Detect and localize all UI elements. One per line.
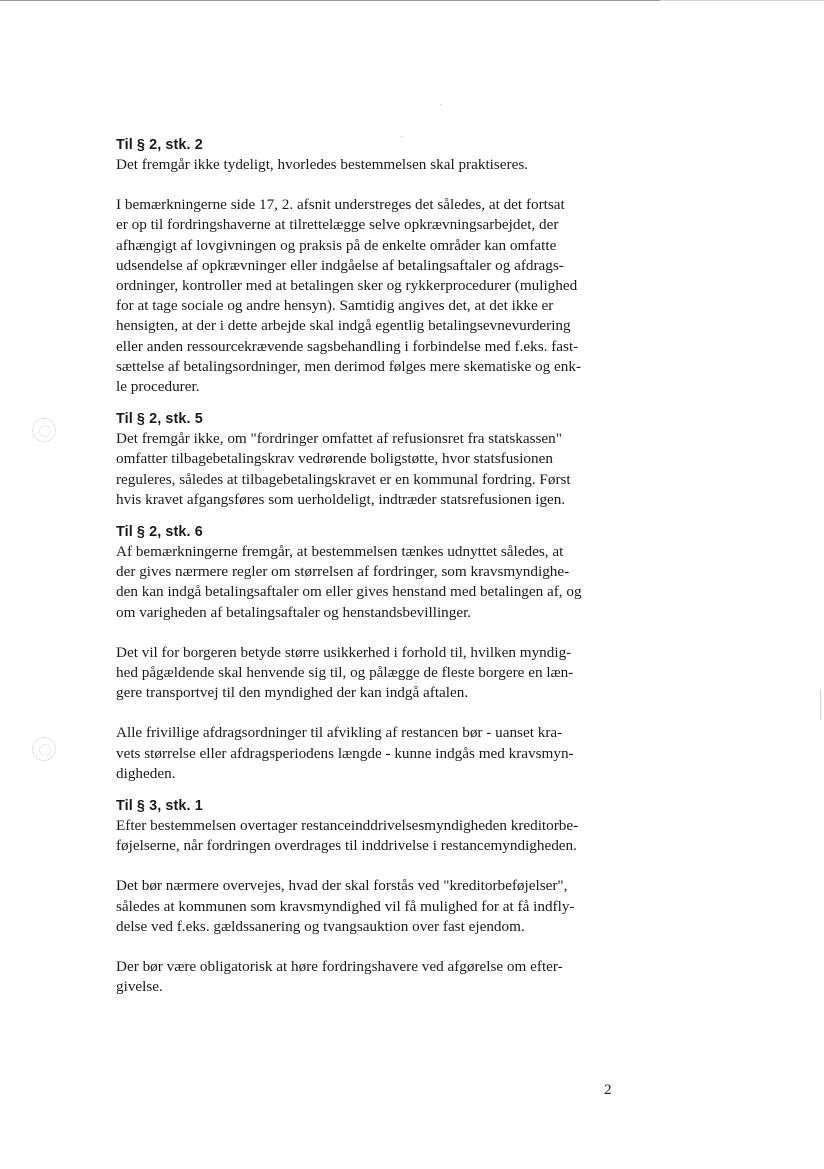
page-number: 2 [604,1081,612,1098]
section-heading: Til § 3, stk. 1 [116,798,203,815]
section-heading: Til § 2, stk. 6 [116,524,203,541]
text-line: I bemærkningerne side 17, 2. afsnit understreges det således, at det fortsat [116,196,565,214]
text-line: således at kommunen som kravsmyndighed vil få mulighed for at få indfly- [116,897,575,915]
right-edge-mark [820,690,821,720]
scan-hole-mark-icon [32,418,56,442]
text-line: gere transportvej til den myndighed der kan indgå aftalen. [116,684,469,702]
text-line: føjelserne, når fordringen overdrages til inddrivelse i restancemyndigheden. [116,837,577,855]
text-line: le procedurer. [116,378,200,396]
paragraph [116,957,616,997]
paragraph [116,429,616,510]
text-line: hed pågældende skal henvende sig til, og pålægge de fleste borgere en læn- [116,664,574,682]
text-line: Det bør nærmere overvejes, hvad der skal forstås ved "kreditorbeføjelser", [116,877,568,895]
text-line: Alle frivillige afdragsordninger til afvikling af restancen bør - uanset kra- [116,724,563,742]
text-line: Af bemærkningerne fremgår, at bestemmelsen tænkes udnyttet således, at [116,543,564,561]
text-line: vets størrelse eller afdragsperiodens længde - kunne indgås med kravsmyn- [116,744,574,762]
scan-speck [440,104,441,105]
text-line: Efter bestemmelsen overtager restanceinddrivelsesmyndigheden kreditorbe- [116,817,579,835]
text-line: reguleres, således at tilbagebetalingskravet er en kommunal fordring. Først [116,470,571,488]
paragraph [116,155,616,175]
top-edge-line-faint [660,0,824,1]
section-heading: Til § 2, stk. 5 [116,411,203,428]
text-line: omfatter tilbagebetalingskrav vedrørende boligstøtte, hvor statsfusionen [116,450,553,468]
paragraph-gap [116,856,616,876]
text-line: der gives nærmere regler om størrelsen af fordringer, som kravsmyndighe- [116,563,570,581]
paragraph [116,816,616,856]
text-line: eller anden ressourcekrævende sagsbehandling i forbindelse med f.eks. fast- [116,337,579,355]
text-line: hvis kravet afgangsføres som uerholdeligt, indtræder statsrefusionen igen. [116,490,566,508]
text-line: den kan indgå betalingsaftaler om eller gives henstand med betalingen af, og [116,583,582,601]
text-line: om varigheden af betalingsaftaler og henstandsbevillinger. [116,603,472,621]
text-line: Det fremgår ikke, om "fordringer omfattet af refusionsret fra statskassen" [116,430,562,448]
text-line: Det fremgår ikke tydeligt, hvorledes bestemmelsen skal praktiseres. [116,156,529,173]
text-line: er op til fordringshaverne at tilrettelægge selve opkrævningsarbejdet, der [116,216,559,234]
paragraph-gap [116,703,616,723]
paragraph [116,723,616,784]
section [116,135,616,397]
paragraph [116,876,616,937]
section-gap [116,784,616,796]
text-line: digheden. [116,764,176,782]
text-line: ordninger, kontroller med at betalingen sker og rykkerprocedurer (mulighed [116,277,578,295]
document-body [116,135,616,998]
paragraph-gap [116,623,616,643]
text-line: Der bør være obligatorisk at høre fordringshavere ved afgørelse om efter- [116,958,563,976]
text-line: Det vil for borgeren betyde større usikkerhed i forhold til, hvilken myndig- [116,643,572,661]
text-line: hensigten, at der i dette arbejde skal indgå egentlig betalingsevnevurdering [116,317,571,335]
paragraph-gap [116,175,616,195]
text-line: for at tage sociale og andre hensyn). Samtidig angives det, at det ikke er [116,297,554,315]
section-gap [116,510,616,522]
text-line: sættelse af betalingsordninger, men derimod følges mere skematiske og enk- [116,357,582,375]
text-line: givelse. [116,978,163,996]
section-gap [116,397,616,409]
paragraph [116,195,616,397]
top-edge-line [0,0,660,1]
section [116,522,616,784]
scan-hole-mark-icon [32,737,56,761]
section-heading: Til § 2, stk. 2 [116,137,203,153]
section [116,409,616,510]
text-line: afhængigt af lovgivningen og praksis på de enkelte områder kan omfatte [116,236,557,254]
paragraph-gap [116,937,616,957]
paragraph [116,542,616,623]
paragraph [116,643,616,704]
text-line: udsendelse af opkrævninger eller indgåelse af betalingsaftaler og afdrags- [116,256,564,274]
text-line: delse ved f.eks. gældssanering og tvangsauktion over fast ejendom. [116,917,525,935]
section [116,796,616,997]
